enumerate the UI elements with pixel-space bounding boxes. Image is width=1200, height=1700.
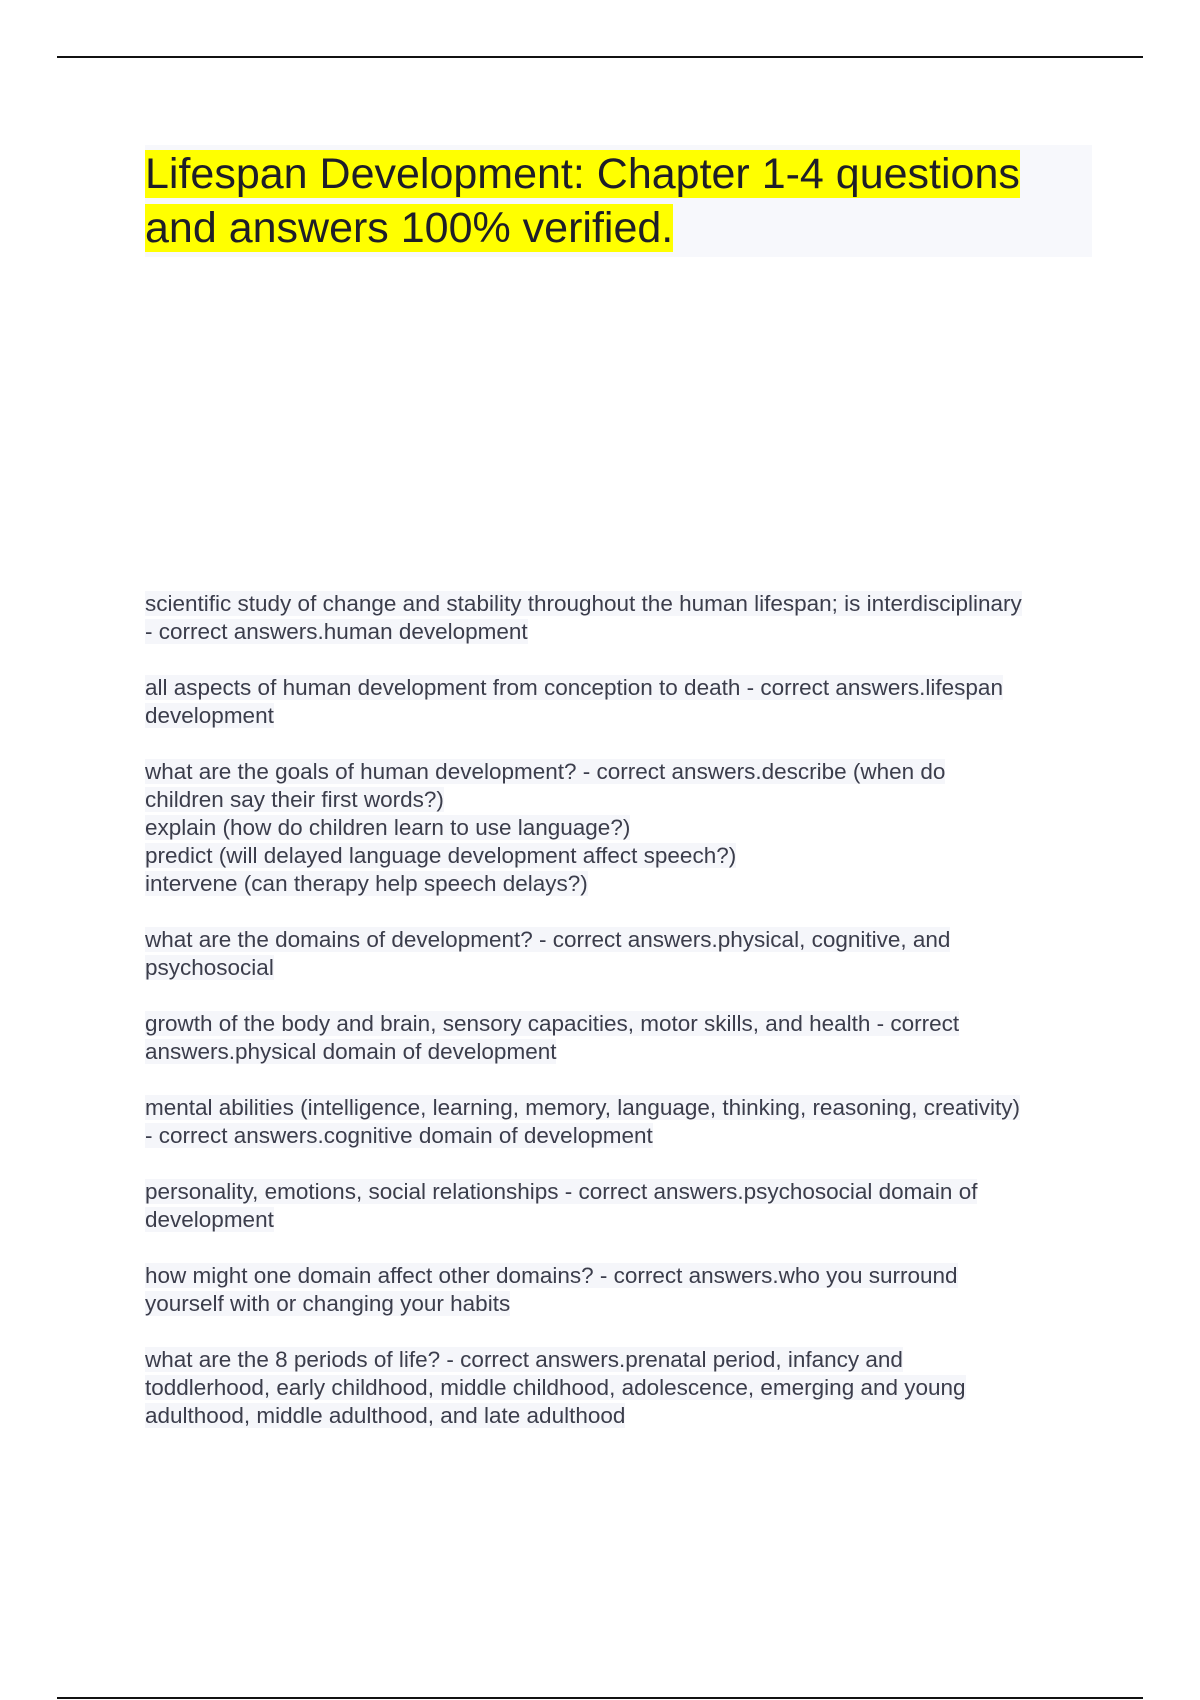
qa-line (145, 926, 1105, 954)
qa-line (145, 954, 1105, 982)
qa-line-text: all aspects of human development from conception to death - correct answers.lifespan (145, 675, 1003, 700)
qa-line-text: psychosocial (145, 955, 274, 980)
qa-line (145, 786, 1105, 814)
qa-line-text: growth of the body and brain, sensory capacities, motor skills, and health - correct (145, 1011, 960, 1036)
qa-line-text: - correct answers.cognitive domain of development (145, 1123, 653, 1148)
qa-entry (145, 1346, 1105, 1430)
qa-line-text: what are the 8 periods of life? - correct answers.prenatal period, infancy and (145, 1347, 903, 1372)
qa-list (145, 590, 1105, 1458)
qa-line (145, 618, 1105, 646)
qa-line-text: mental abilities (intelligence, learning, memory, language, thinking, reasoning, creativity) (145, 1095, 1021, 1120)
qa-line (145, 842, 1105, 870)
qa-entry (145, 1010, 1105, 1066)
qa-line-text: answers.physical domain of development (145, 1039, 557, 1064)
qa-entry (145, 590, 1105, 646)
qa-line (145, 590, 1105, 618)
qa-line (145, 870, 1105, 898)
qa-line-text: scientific study of change and stability throughout the human lifespan; is interdisciplinary (145, 591, 1022, 616)
qa-line-text: toddlerhood, early childhood, middle childhood, adolescence, emerging and young (145, 1375, 966, 1400)
qa-line (145, 814, 1105, 842)
qa-entry (145, 1178, 1105, 1234)
qa-line (145, 1178, 1105, 1206)
qa-line-text: explain (how do children learn to use language?) (145, 815, 631, 840)
qa-line (145, 1094, 1105, 1122)
qa-entry (145, 1094, 1105, 1150)
qa-line-text: intervene (can therapy help speech delays?) (145, 871, 588, 896)
qa-line (145, 674, 1105, 702)
qa-line-text: predict (will delayed language development affect speech?) (145, 843, 737, 868)
title-block (145, 145, 1092, 257)
qa-line-text: what are the domains of development? - correct answers.physical, cognitive, and (145, 927, 951, 952)
qa-line-text: personality, emotions, social relationships - correct answers.psychosocial domain of (145, 1179, 978, 1204)
qa-line (145, 1038, 1105, 1066)
qa-line-text: - correct answers.human development (145, 619, 528, 644)
qa-line-text: development (145, 1207, 274, 1232)
qa-entry (145, 1262, 1105, 1318)
qa-line (145, 702, 1105, 730)
qa-line-text: what are the goals of human development? - correct answers.describe (when do (145, 759, 946, 784)
qa-line (145, 1010, 1105, 1038)
qa-line (145, 1290, 1105, 1318)
qa-line-text: development (145, 703, 274, 728)
qa-line (145, 1262, 1105, 1290)
qa-line-text: adulthood, middle adulthood, and late adulthood (145, 1403, 626, 1428)
qa-line-text: children say their first words?) (145, 787, 444, 812)
bottom-rule (57, 1697, 1143, 1699)
qa-line (145, 758, 1105, 786)
qa-entry (145, 926, 1105, 982)
qa-line-text: how might one domain affect other domains? - correct answers.who you surround (145, 1263, 958, 1288)
qa-line (145, 1122, 1105, 1150)
qa-entry (145, 674, 1105, 730)
qa-line (145, 1374, 1105, 1402)
qa-line (145, 1402, 1105, 1430)
qa-line-text: yourself with or changing your habits (145, 1291, 511, 1316)
qa-entry (145, 758, 1105, 898)
qa-line (145, 1206, 1105, 1234)
qa-line (145, 1346, 1105, 1374)
top-rule (57, 56, 1143, 58)
page-title (145, 145, 1092, 255)
highlighted-title-text: Lifespan Development: Chapter 1-4 questions and answers 100% verified. (145, 150, 1020, 252)
